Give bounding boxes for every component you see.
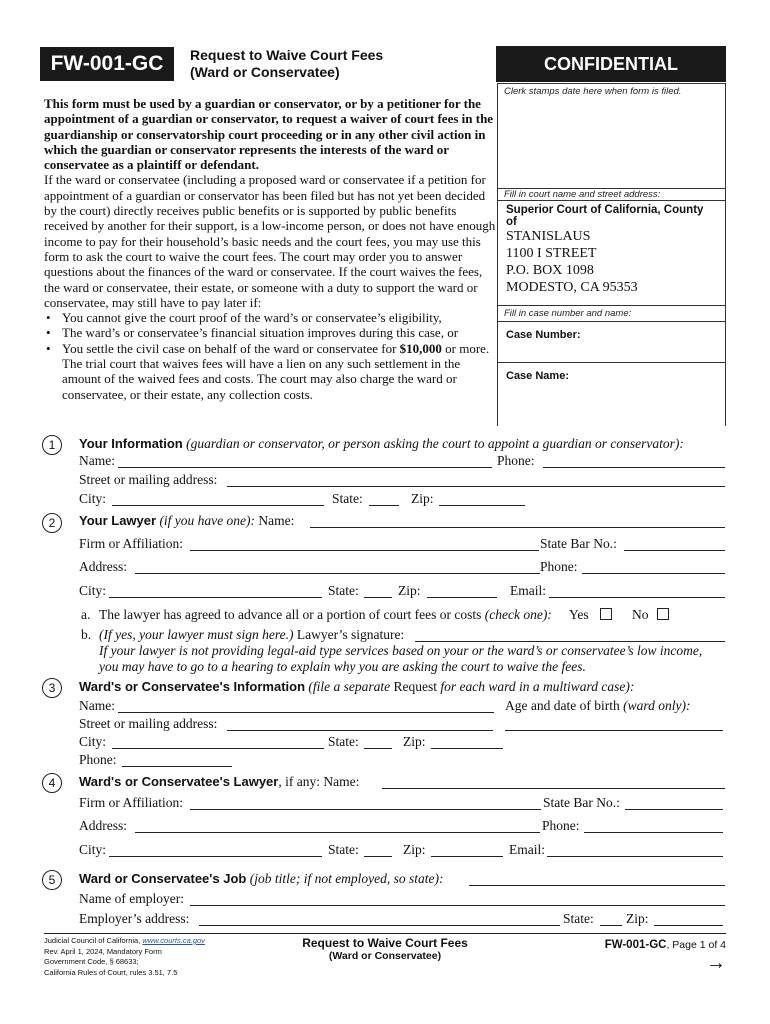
address-label: Address:: [79, 818, 127, 833]
city-label: City:: [79, 734, 107, 749]
age-label: Age and date of birth (ward only):: [505, 698, 691, 713]
zip-label: Zip:: [411, 491, 434, 506]
address-label: Address:: [79, 559, 127, 574]
city-label: City:: [79, 583, 107, 598]
employer-address-label: Employer’s address:: [79, 911, 190, 926]
your-street-field[interactable]: [227, 486, 725, 487]
item-b-text: (If yes, your lawyer must sign here.) Lawyer’s signature:: [99, 627, 405, 642]
job-title-field[interactable]: [469, 885, 725, 886]
ward-zip-field[interactable]: [431, 748, 503, 749]
section-number: 1: [42, 435, 62, 455]
street-label: Street or mailing address:: [79, 472, 218, 487]
lawyer-email-field[interactable]: [549, 597, 725, 598]
item-a-text: The lawyer has agreed to advance all or a portion of court fees or costs (check one):: [99, 607, 552, 622]
case-name-field[interactable]: [498, 363, 725, 383]
your-zip-field[interactable]: [439, 505, 525, 506]
your-state-field[interactable]: [369, 505, 399, 506]
form-title-line2: (Ward or Conservatee): [190, 64, 340, 80]
ward-lawyer-name-field[interactable]: [382, 788, 725, 789]
ward-lawyer-zip-field[interactable]: [431, 856, 503, 857]
lawyer-note-line2: you may have to go to a hearing to explain why you are asking the court to waive the fees.: [99, 659, 586, 674]
ward-city-field[interactable]: [112, 748, 324, 749]
ward-lawyer-state-field[interactable]: [364, 856, 392, 857]
state-label: State:: [328, 842, 359, 857]
clerk-stamp-box[interactable]: [497, 83, 726, 189]
form-title: [190, 47, 383, 81]
yes-label: Yes: [569, 607, 589, 622]
section-number: 4: [42, 773, 62, 793]
clerk-stamp-note: Clerk stamps date here when form is filed.: [504, 86, 682, 97]
footer-divider: [44, 933, 726, 934]
court-info-box[interactable]: [497, 188, 726, 306]
court-title: Superior Court of California, County of: [506, 204, 704, 228]
lawyer-name-field[interactable]: [310, 527, 725, 528]
ward-lawyer-email-field[interactable]: [547, 856, 723, 857]
city-label: City:: [79, 842, 107, 857]
employer-zip-field[interactable]: [654, 925, 723, 926]
lawyer-city-field[interactable]: [109, 597, 322, 598]
ward-state-field[interactable]: [364, 748, 392, 749]
employer-state-field[interactable]: [600, 925, 622, 926]
lawyer-state-field[interactable]: [364, 597, 392, 598]
courts-link[interactable]: www.courts.ca.gov: [142, 936, 205, 945]
lawyer-firm-field[interactable]: [190, 550, 539, 551]
intro-body: If the ward or conservatee (including a proposed ward or conservatee if a petition for appointment of a guardian or conservator has been filed but has not yet been decided by the court) directly receives public benefits or is supported by public benefits received by another for their support, is a low-income person, or does not have enough income to pay for their household’s basic needs and the court fees, you may use this form to ask the court to waive the court fees. The court may order you to answer questions about the finances of the ward or conservatee. If the court waives the fees, the ward or conservatee, their estate, or someone with a duty to support the ward or conservatee, may still have to pay later if:: [44, 172, 496, 310]
lawyer-bar-field[interactable]: [624, 550, 725, 551]
ward-lawyer-city-field[interactable]: [109, 856, 322, 857]
form-title-line1: Request to Waive Court Fees: [190, 47, 384, 63]
ward-street-field[interactable]: [227, 730, 493, 731]
street-label: Street or mailing address:: [79, 716, 218, 731]
state-label: State:: [328, 583, 359, 598]
ward-lawyer-bar-field[interactable]: [625, 809, 723, 810]
phone-label: Phone:: [79, 752, 117, 767]
lawyer-address-field[interactable]: [135, 573, 540, 574]
email-label: Email:: [510, 583, 546, 598]
court-line: MODESTO, CA 95353: [506, 280, 638, 295]
ward-lawyer-firm-field[interactable]: [190, 809, 541, 810]
email-label: Email:: [509, 842, 545, 857]
zip-label: Zip:: [403, 842, 426, 857]
yes-checkbox[interactable]: [600, 608, 612, 620]
case-note: Fill in case number and name:: [498, 306, 725, 322]
section-number: 2: [42, 513, 62, 533]
no-label: No: [632, 607, 649, 622]
ward-phone-field[interactable]: [122, 766, 232, 767]
state-label: State:: [332, 491, 363, 506]
employer-label: Name of employer:: [79, 891, 184, 906]
your-city-field[interactable]: [112, 505, 324, 506]
zip-label: Zip:: [403, 734, 426, 749]
item-b-letter: b.: [81, 627, 92, 642]
court-note: Fill in court name and street address:: [498, 189, 725, 201]
section-1-heading: Your Information (guardian or conservator, or person asking the court to appoint a guardian or conservator):: [79, 436, 684, 451]
intro-bullet: • You cannot give the court proof of the ward’s or conservatee’s eligibility,: [44, 310, 496, 325]
case-info-box: [497, 305, 726, 426]
lawyer-zip-field[interactable]: [427, 597, 497, 598]
your-name-field[interactable]: [118, 467, 492, 468]
phone-label: Phone:: [497, 453, 535, 468]
case-number-field[interactable]: [498, 322, 725, 363]
form-id-badge: FW-001-GC: [40, 47, 174, 81]
phone-label: Phone:: [540, 559, 578, 574]
firm-label: Firm or Affiliation:: [79, 795, 183, 810]
section-number: 5: [42, 870, 62, 890]
name-label: Name:: [79, 453, 115, 468]
lawyer-signature-field[interactable]: [415, 641, 725, 642]
footer-center: Request to Waive Court Fees (Ward or Conservatee): [302, 936, 468, 962]
next-page-arrow-icon[interactable]: →: [706, 952, 726, 974]
court-line: STANISLAUS: [506, 229, 591, 244]
ward-lawyer-phone-field[interactable]: [584, 832, 723, 833]
section-number: 3: [42, 678, 62, 698]
state-bar-label: State Bar No.:: [543, 795, 620, 810]
court-line: P.O. BOX 1098: [506, 263, 594, 278]
ward-name-field[interactable]: [118, 712, 494, 713]
section-3-heading: Ward's or Conservatee's Information (file a separate Request for each ward in a multiward case):: [79, 679, 635, 694]
court-line: 1100 I STREET: [506, 246, 597, 261]
no-checkbox[interactable]: [657, 608, 669, 620]
employer-name-field[interactable]: [190, 905, 725, 906]
city-label: City:: [79, 491, 107, 506]
case-name-label: Case Name:: [506, 370, 569, 382]
intro-bullet: • You settle the civil case on behalf of the ward or conservatee for $10,000 or more. The trial court that waives fees will have a lien on any such settlement in the amount of the waived fees and costs. The court may also charge the ward or conservatee, or their estate, any collection costs.: [44, 341, 496, 402]
section-4-heading: Ward's or Conservatee's Lawyer, if any: Name:: [79, 774, 360, 789]
your-phone-field[interactable]: [543, 467, 725, 468]
intro-bullet: • The ward’s or conservatee’s financial situation improves during this case, or: [44, 325, 496, 340]
intro-bold: This form must be used by a guardian or conservator, or by a petitioner for the appointment of a guardian or conservator, to request a waiver of court fees in the guardianship or conservatorship court proceeding or in any other civil action in which the guardian or conservator represents the interests of the ward or conservatee as a plaintiff or defendant.: [44, 96, 494, 173]
footer-right: FW-001-GC, Page 1 of 4 →: [560, 936, 726, 972]
lawyer-phone-field[interactable]: [582, 573, 725, 574]
section-2-heading: Your Lawyer (if you have one): Name:: [79, 513, 295, 528]
state-bar-label: State Bar No.:: [540, 536, 617, 551]
state-label: State:: [328, 734, 359, 749]
state-label: State:: [563, 911, 594, 926]
firm-label: Firm or Affiliation:: [79, 536, 183, 551]
intro-text: [44, 96, 496, 402]
phone-label: Phone:: [542, 818, 580, 833]
case-number-label: Case Number:: [506, 329, 581, 341]
footer-left: Judicial Council of California, www.courts.ca.gov Rev. April 1, 2024, Mandatory Form Government Code, § 68633; California Rules of Court, rules 3.51, 7.5: [44, 936, 205, 977]
name-label: Name:: [79, 698, 115, 713]
lawyer-note-line1: If your lawyer is not providing legal-aid type services based on your or the ward’s or conservatee’s low income,: [99, 643, 703, 658]
ward-age-field[interactable]: [505, 730, 723, 731]
zip-label: Zip:: [626, 911, 649, 926]
zip-label: Zip:: [398, 583, 421, 598]
section-5-heading: Ward or Conservatee's Job (job title; if not employed, so state):: [79, 871, 444, 886]
confidential-banner: CONFIDENTIAL: [496, 46, 726, 82]
ward-lawyer-address-field[interactable]: [135, 832, 540, 833]
employer-address-field[interactable]: [199, 925, 560, 926]
item-a-letter: a.: [81, 607, 91, 622]
